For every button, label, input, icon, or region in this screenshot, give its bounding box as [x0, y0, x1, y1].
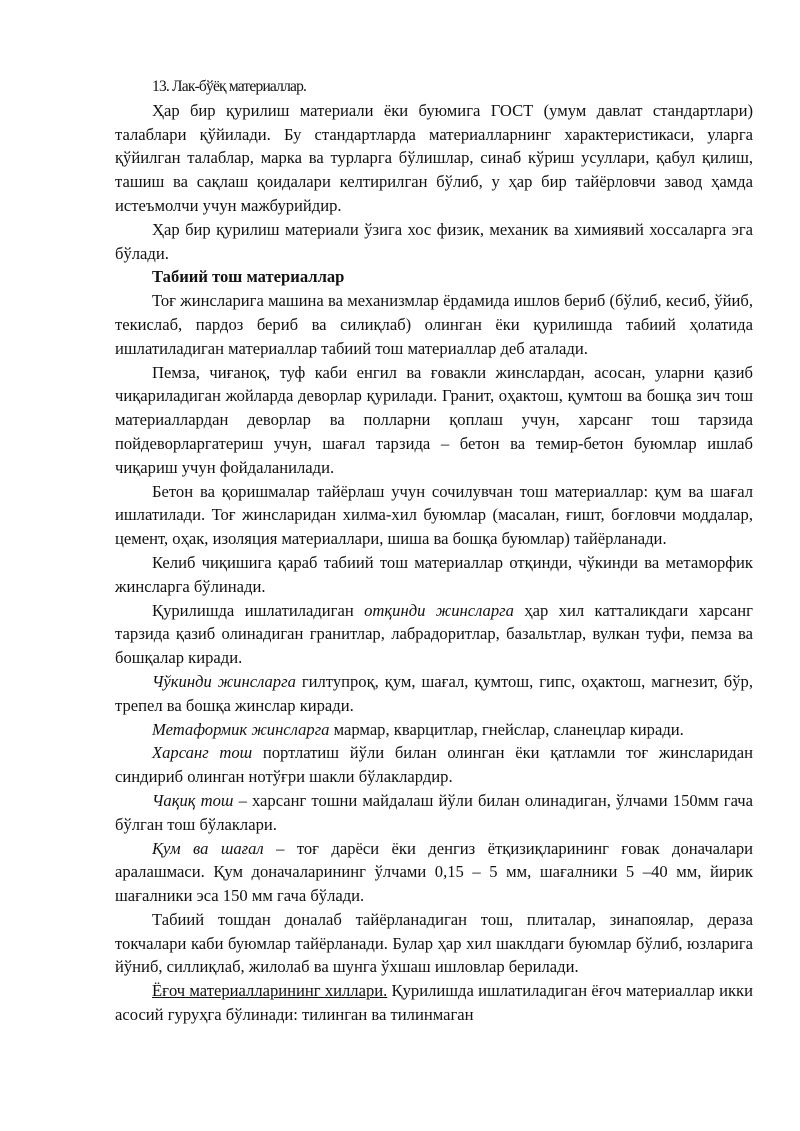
wood-rest: Қурилишда ишлатиладиган ёғоч материаллар икки асосий гуруҳга бўлинади: тилинган ва тилинмаган — [115, 981, 753, 1025]
rubble-term: Харсанг тош — [152, 743, 253, 763]
paragraph-gost: Ҳар бир қурилиш материали ёки буюмига ГОСТ (умум давлат стандартлари) талаблари қўйилади. Бу стандартларда материалларнинг характеристикаси, уларга қўйилган талаблар, марка ва турларга бўлишлар, синаб кўриш усуллари, қабул қилиш, ташиш ва сақлаш қоидалари келтирилган бўлиб, у ҳар бир тайёрловчи завод ҳамда истеъмолчи учун мажбурийдир. — [115, 100, 753, 215]
sedimentary-term: Чўкинди жинсларга — [152, 671, 296, 691]
section-title-text: 13. Лак-бўёқ материаллар. — [152, 78, 307, 95]
subheading-natural-stone: Табиий тош материаллар — [152, 267, 345, 287]
paragraph-crushed-stone — [115, 789, 753, 837]
igneous-lead: Қурилишда ишлатиладиган — [152, 600, 365, 620]
paragraph-origin: Келиб чиқишига қараб табиий тош материаллар отқинди, чўкинди ва метаморфик жинсларга бўлинади. — [115, 552, 753, 596]
metamorphic-rest: мармар, кварцитлар, гнейслар, сланецлар киради. — [329, 719, 684, 739]
crushed-stone-rest: – харсанг тошни майдалаш йўли билан олинадиган, ўлчами 150мм гача бўлган тош бўлаклари. — [115, 790, 753, 834]
paragraph-light-rocks: Пемза, чиғаноқ, туф каби енгил ва ғовакли жинслардан, асосан, уларни қазиб чиқариладиган жойларда деворлар қурилади. Гранит, оҳактош, қумтош ва бошқа зич тош материаллардан деворлар ва полларни қоплаш учун, харсанг тош тарзида пойдеворларгатериш учун, шағал тарзида – бетон ва темир-бетон буюмлар ишлаб чиқариш учун фойдаланилади. — [115, 362, 753, 477]
wood-term: Ёғоч материалларининг хиллари. — [152, 981, 388, 1001]
paragraph-sand-gravel — [115, 837, 753, 908]
igneous-term: отқинди жинсларга — [364, 600, 514, 620]
rubble-rest: портлатиш йўли билан олинган ёки қатламли тоғ жинсларидан синдириб олинган нотўғри шакли бўлаклардир. — [115, 743, 753, 787]
paragraph-sedimentary — [115, 670, 753, 718]
paragraph-definition: Тоғ жинсларига машина ва механизмлар ёрдамида ишлов бериб (бўлиб, кесиб, ўйиб, текислаб, пардоз бериб ва силиқлаб) олинган ёки қурилишда табиий ҳолатида ишлатиладиган материаллар табиий тош материаллар деб аталади. — [115, 291, 753, 358]
sedimentary-rest: гилтупроқ, қум, шағал, қумтош, гипс, оҳактош, магнезит, бўр, трепел ва бошқа жинслар киради. — [115, 671, 753, 715]
paragraph-properties: Ҳар бир қурилиш материали ўзига хос физик, механик ва химиявий хоссаларга эга бўлади. — [115, 219, 753, 263]
paragraph-rubble — [115, 741, 753, 789]
document-page — [115, 74, 753, 1027]
sand-gravel-rest: – тоғ дарёси ёки денгиз ётқизиқларининг ғовак доначалари аралашмаси. Қум доначаларининг ўлчами 0,15 – 5 мм, шағалники 5 –40 мм, йирик шағалники эса 150 мм гача бўлади. — [115, 838, 753, 906]
crushed-stone-term: Чақиқ тош — [152, 790, 234, 810]
igneous-rest: ҳар хил катталикдаги харсанг тарзида қазиб олинадиган гранитлар, лабрадоритлар, базальтлар, вулкан туфи, пемза ва бошқалар киради. — [115, 600, 753, 668]
sand-gravel-term: Қум ва шағал — [152, 838, 264, 858]
section-title — [115, 74, 753, 99]
paragraph-wood — [115, 979, 753, 1027]
metamorphic-term: Метаформик жинсларга — [152, 719, 330, 739]
paragraph-igneous — [115, 599, 753, 670]
paragraph-metamorphic — [115, 718, 753, 742]
paragraph-stone-products: Табиий тошдан доналаб тайёрланадиган тош, плиталар, зинапоялар, дераза токчалари каби буюмлар тайёрланади. Булар ҳар хил шаклдаги буюмлар бўлиб, юзларига йўниб, силлиқлаб, жилолаб ва шунга ўхшаш ишловлар берилади. — [115, 909, 753, 977]
paragraph-concrete: Бетон ва қоришмалар тайёрлаш учун сочилувчан тош материаллар: қум ва шағал ишлатилади. Тоғ жинсларидан хилма-хил буюмлар (масалан, ғишт, боғловчи моддалар, цемент, оҳак, изоляция материаллари, шиша ва бошқа буюмлар) тайёрланади. — [115, 481, 753, 549]
